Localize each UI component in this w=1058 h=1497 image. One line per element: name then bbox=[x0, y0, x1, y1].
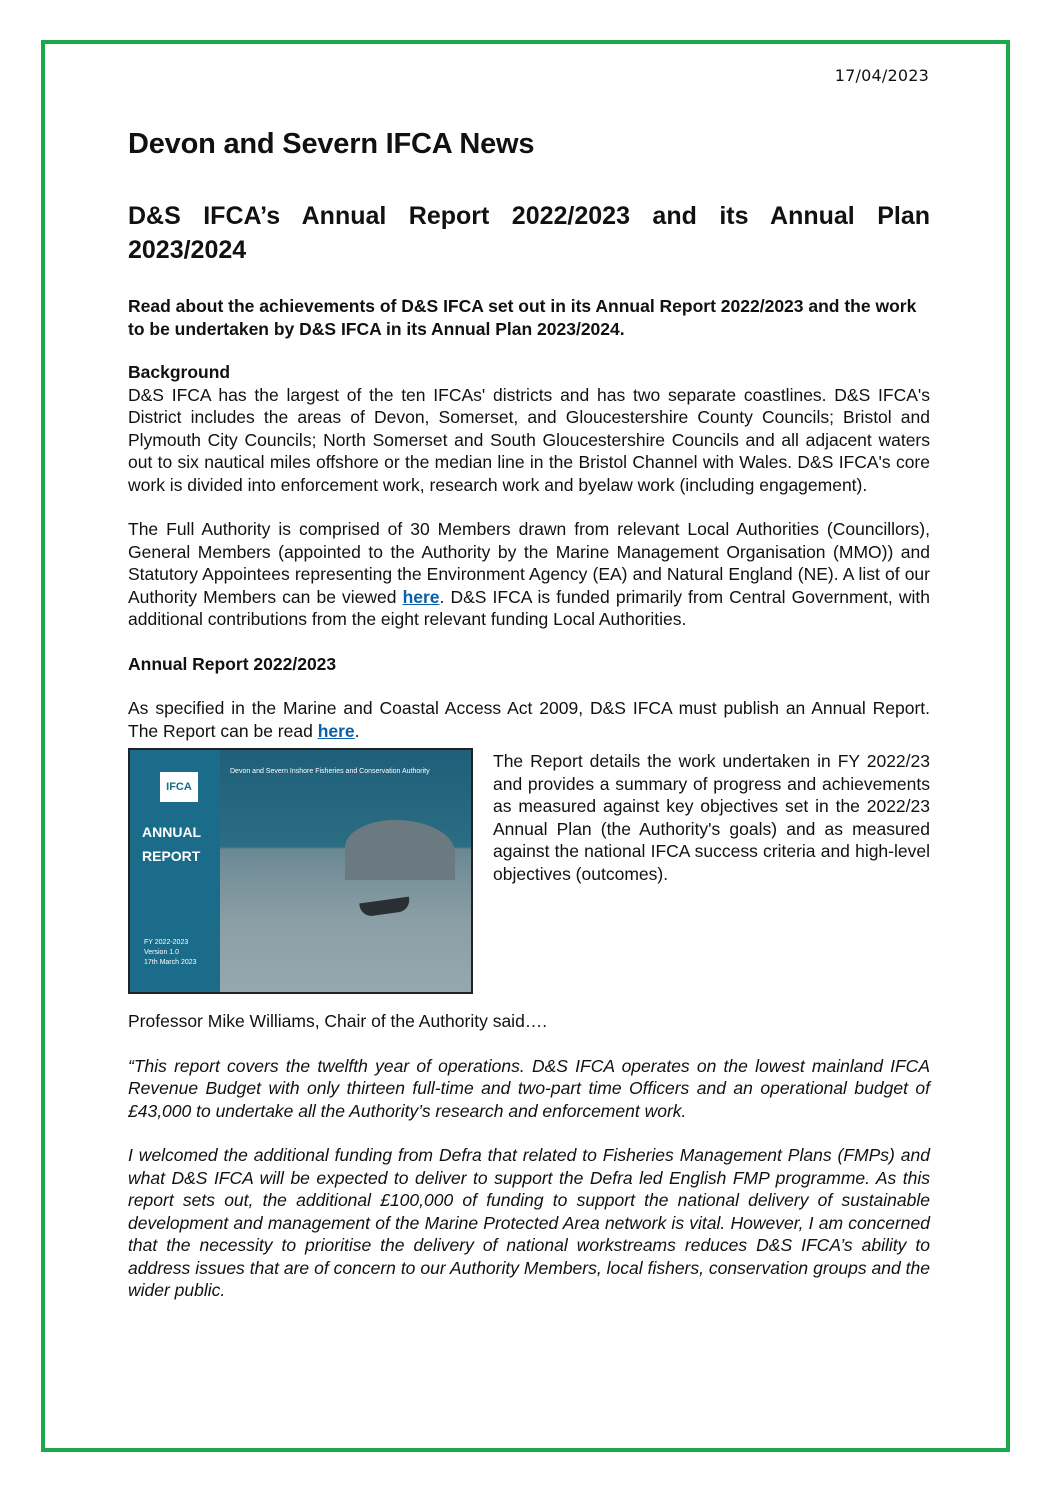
authority-paragraph bbox=[128, 518, 930, 631]
document-date: 17/04/2023 bbox=[834, 66, 929, 85]
intro-text-end: . bbox=[354, 720, 360, 741]
authority-text: The Full Authority is comprised of 30 Members drawn from relevant Local Authorities (Councillors), General Members (appointed to the Authority by the Marine Management Organisation (MMO)) and Statutory Appointees representing the Environment Agency (EA) and Natural England (NE). A list of our Authority Members can be viewed bbox=[128, 519, 930, 607]
ifca-logo: IFCA bbox=[160, 772, 198, 802]
article-title: D&S IFCA’s Annual Report 2022/2023 and its Annual Plan 2023/2024 bbox=[128, 202, 930, 264]
report-details: The Report details the work undertaken in FY 2022/23 and provides a summary of progress and achievements as measured against key objectives set in the 2022/23 Annual Plan (the Authority's goals) and as measured against the national IFCA success criteria and high-level objectives (outcomes). bbox=[493, 751, 930, 884]
background-paragraph: D&S IFCA has the largest of the ten IFCAs' districts and has two separate coastlines. D&S IFCA's District includes the areas of Devon, Somerset, and Gloucestershire County Councils; Bristol and Plymouth City Councils; North Somerset and South Gloucestershire Councils and all adjacent waters out to six nautical miles offshore or the median line in the Bristol Channel with Wales. D&S IFCA's core work is divided into enforcement work, research work and byelaw work (including engagement). bbox=[128, 384, 930, 495]
cover-title bbox=[142, 820, 201, 868]
cover-version: Version 1.0 bbox=[144, 949, 180, 956]
cover-title-line2: REPORT bbox=[142, 848, 201, 864]
authority-text-end: . D&S IFCA is funded primarily from Central Government, with additional contributions from the eight relevant funding Local Authorities. bbox=[128, 586, 930, 629]
cover-title-line1: ANNUAL bbox=[142, 824, 202, 840]
cover-date: 17th March 2023 bbox=[144, 959, 197, 966]
report-summary-row bbox=[128, 748, 930, 994]
cover-financial-year bbox=[144, 938, 197, 968]
document-body bbox=[128, 128, 930, 1324]
annual-report-cover-image bbox=[128, 748, 473, 994]
boat-shape bbox=[359, 897, 410, 918]
chair-quote-1: “This report covers the twelfth year of operations. D&S IFCA operates on the lowest mainland IFCA Revenue Budget with only thirteen full-time and two-part time Officers and an operational budget of £43,000 to undertake all the Authority’s research and enforcement work. bbox=[128, 1055, 930, 1121]
intro-text: As specified in the Marine and Coastal Access Act 2009, D&S IFCA must publish an Annual Report. The Report can be read bbox=[128, 698, 930, 741]
page-title: Devon and Severn IFCA News bbox=[128, 128, 535, 160]
lead-paragraph: Read about the achievements of D&S IFCA set out in its Annual Report 2022/2023 and the work to be undertaken by D&S IFCA in its Annual Plan 2023/2024. bbox=[128, 296, 917, 339]
members-link[interactable]: here bbox=[402, 586, 440, 607]
chair-intro: Professor Mike Williams, Chair of the Authority said…. bbox=[128, 1011, 548, 1031]
chair-quote-2: I welcomed the additional funding from Defra that related to Fisheries Management Plans (FMPs) and what D&S IFCA will be expected to deliver to support the Defra led English FMP programme. As this report sets out, the additional £100,000 of funding to support the national delivery of sustainable development and management of the Marine Protected Area network is vital. However, I am concerned that the necessity to prioritise the delivery of national workstreams reduces D&S IFCA’s ability to address issues that are of concern to our Authority Members, local fishers, conservation groups and the wider public. bbox=[128, 1145, 930, 1300]
cover-fy: FY 2022-2023 bbox=[144, 939, 189, 946]
report-link[interactable]: here bbox=[317, 720, 355, 741]
cover-strapline: Devon and Severn Inshore Fisheries and Conservation Authority bbox=[230, 768, 430, 775]
annual-report-heading: Annual Report 2022/2023 bbox=[128, 653, 337, 674]
island-shape bbox=[345, 820, 455, 880]
background-heading: Background bbox=[128, 362, 231, 382]
annual-report-intro bbox=[128, 697, 930, 742]
